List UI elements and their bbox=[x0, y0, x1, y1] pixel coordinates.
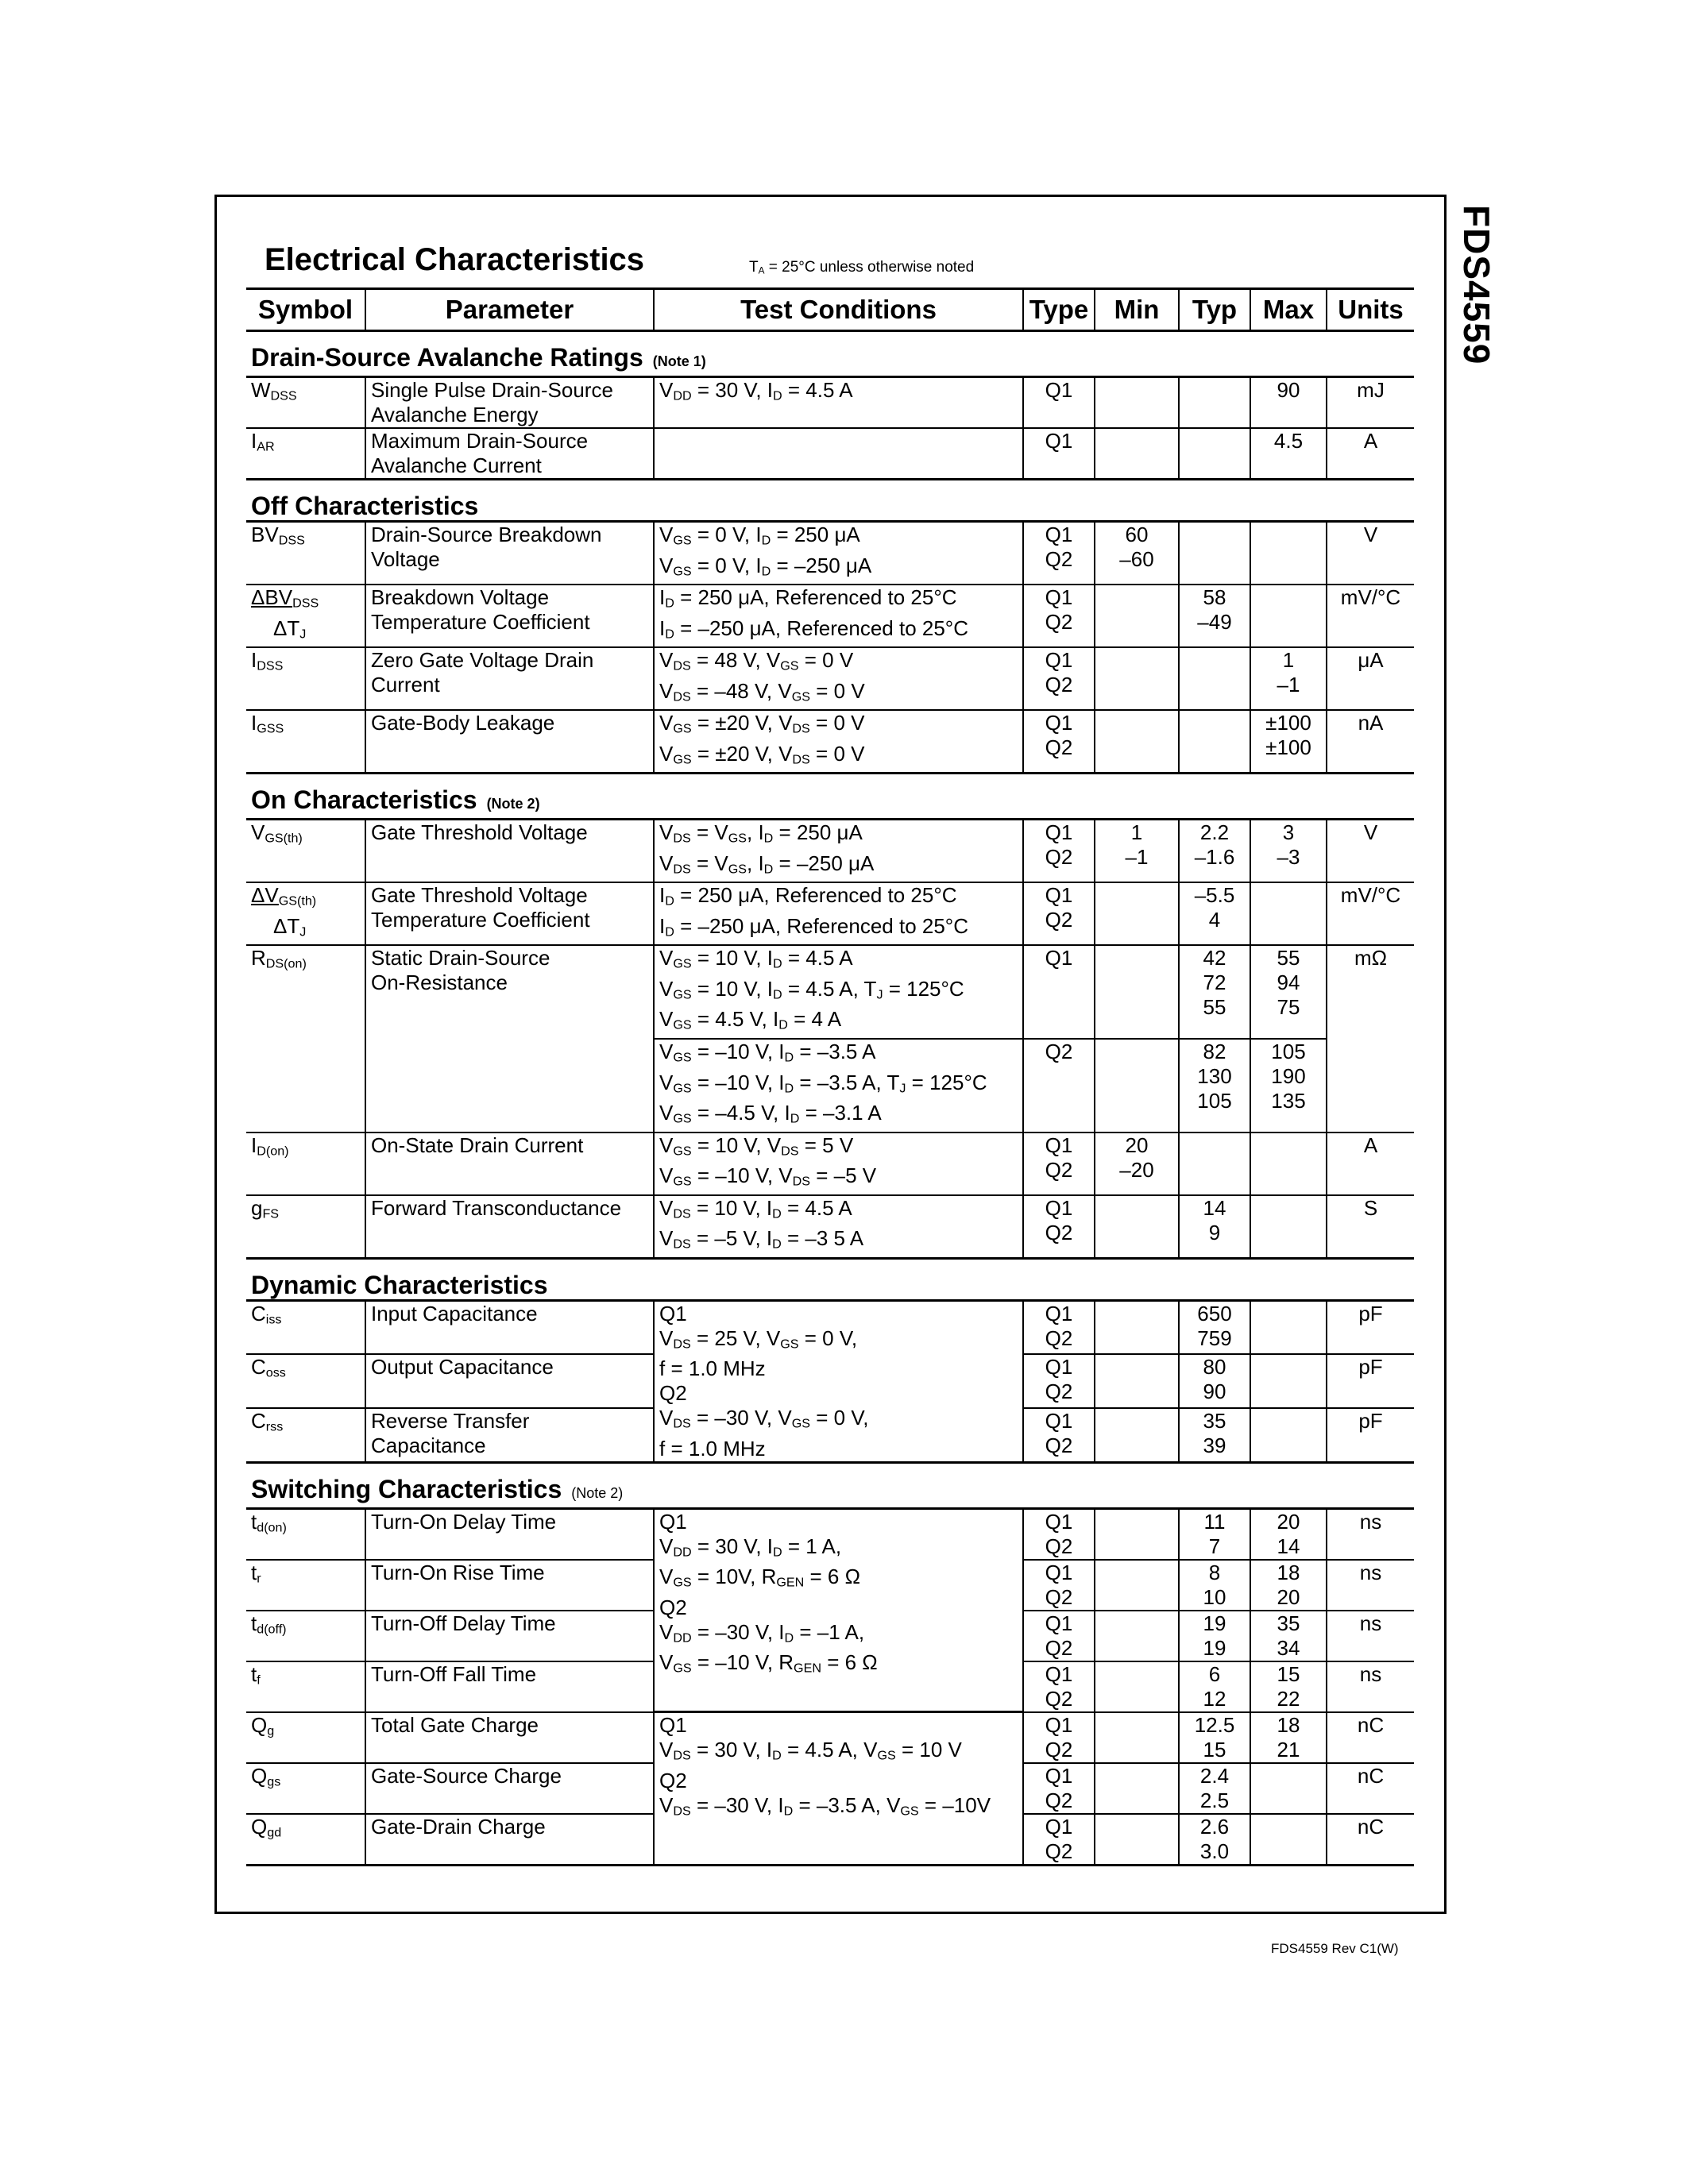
cell-parameter: Gate-Body Leakage bbox=[365, 710, 654, 774]
cell-max bbox=[1250, 1763, 1327, 1814]
footer-revision: FDS4559 Rev C1(W) bbox=[1271, 1941, 1399, 1956]
cell-parameter: Maximum Drain-Source Avalanche Current bbox=[365, 428, 654, 480]
table-row bbox=[246, 820, 1414, 883]
cell-min: 1 –1 bbox=[1095, 820, 1179, 883]
table-row bbox=[246, 647, 1414, 710]
cell-parameter: Turn-Off Delay Time bbox=[365, 1611, 654, 1661]
cell-test-conditions: $V_{DS} = 10$ V, $I_D = 4.5$ A $V_{DS} = -5$ V, $I_D = -3$ 5 A bbox=[654, 1195, 1023, 1259]
cell-typ: –5.5 4 bbox=[1179, 882, 1250, 945]
table-row bbox=[246, 377, 1414, 429]
cell-typ bbox=[1179, 710, 1250, 774]
cell-max bbox=[1250, 1814, 1327, 1866]
cell-units: pF bbox=[1327, 1354, 1414, 1408]
cell-max bbox=[1250, 585, 1327, 647]
cell-parameter: On-State Drain Current bbox=[365, 1133, 654, 1195]
cell-test-conditions: $V_{DS} = 48$ V, $V_{GS} = 0$ V $V_{DS} = -48$ V, $V_{GS} = 0$ V bbox=[654, 647, 1023, 710]
cell-symbol: $t_r$ bbox=[246, 1560, 365, 1611]
cell-max: 3 –3 bbox=[1250, 820, 1327, 883]
page-subtitle: $T_A = 25^\circ C$ unless otherwise noted bbox=[749, 259, 975, 276]
cell-symbol: $t_{d(on)}$ bbox=[251, 1509, 287, 1535]
cell-units: A bbox=[1327, 1133, 1414, 1195]
table-row bbox=[246, 945, 1414, 1039]
table-header-row bbox=[246, 289, 1414, 331]
cell-test-conditions: $V_{DD} = 30$ V, $I_D = 4.5$ A bbox=[654, 377, 1023, 429]
cell-symbol: $\Delta BV_{DSS}$ $\Delta T_J$ bbox=[246, 585, 365, 647]
cell-type: Q1 Q2 bbox=[1023, 1763, 1095, 1814]
cell-type: Q1 Q2 bbox=[1023, 1408, 1095, 1462]
cell-units: A bbox=[1327, 428, 1414, 480]
cell-test-conditions: Q1 $V_{DD} = 30$ V, $I_D = 1$ A, $V_{GS} = 10V$, $R_{GEN} = 6$ Ω Q2 $V_{DD} = -30$ V, $I_D = -1$ A, $V_{GS} = -10$ V, $R_{GEN} = 6$ Ω bbox=[654, 1508, 1023, 1712]
cell-max bbox=[1250, 522, 1327, 585]
cell-symbol: $BV_{DSS}$ bbox=[251, 523, 305, 548]
cell-typ: 58 –49 bbox=[1179, 585, 1250, 647]
cell-min bbox=[1095, 1408, 1179, 1462]
section-heading-row bbox=[246, 1462, 1414, 1507]
cell-typ: 650 759 bbox=[1179, 1300, 1250, 1354]
cell-parameter: Gate-Source Charge bbox=[365, 1763, 654, 1814]
cell-min bbox=[1095, 945, 1179, 1039]
cell-test-conditions: $V_{GS} = \pm 20$ V, $V_{DS} = 0$ V $V_{GS} = \pm 20$ V, $V_{DS} = 0$ V bbox=[654, 710, 1023, 774]
cell-parameter: Gate-Drain Charge bbox=[365, 1814, 654, 1866]
cell-max: 1 –1 bbox=[1250, 647, 1327, 710]
characteristics-table bbox=[246, 287, 1414, 1866]
cell-type: Q1 Q2 bbox=[1023, 1354, 1095, 1408]
cell-symbol: $t_f$ bbox=[246, 1661, 365, 1712]
cell-min bbox=[1095, 377, 1179, 429]
cell-typ bbox=[1179, 647, 1250, 710]
cell-max: 90 bbox=[1250, 377, 1327, 429]
cell-units: ns bbox=[1327, 1508, 1414, 1560]
cell-min bbox=[1095, 1354, 1179, 1408]
table-row bbox=[246, 428, 1414, 480]
section-heading bbox=[246, 774, 1414, 819]
cell-test-conditions: $V_{GS} = 10$ V, $I_D = 4.5$ A $V_{GS} = 10$ V, $I_D = 4.5$ A, $T_J = 125^\circ C$ $V_{GS} = 4.5$ V, $I_D = 4$ A bbox=[654, 945, 1023, 1039]
cell-type: Q1 Q2 bbox=[1023, 710, 1095, 774]
cell-test-conditions: Q1 $V_{DS} = 25$ V, $V_{GS} = 0$ V, f = 1.0 MHz Q2 $V_{DS} = -30$ V, $V_{GS} = 0$ V, f = 1.0 MHz bbox=[654, 1300, 1023, 1462]
cell-units: V bbox=[1327, 820, 1414, 883]
cell-min bbox=[1095, 1560, 1179, 1611]
cell-max bbox=[1250, 1300, 1327, 1354]
cell-symbol: $R_{DS(on)}$ bbox=[246, 945, 365, 1132]
cell-type: Q1 Q2 bbox=[1023, 1712, 1095, 1763]
section-note: (Note 2) bbox=[486, 796, 540, 812]
cell-min bbox=[1095, 1712, 1179, 1763]
cell-units: pF bbox=[1327, 1408, 1414, 1462]
page-title: Electrical Characteristics bbox=[265, 242, 645, 277]
cell-symbol: $C_{iss}$ bbox=[251, 1301, 282, 1327]
section-note: (Note 1) bbox=[652, 353, 706, 369]
cell-test-conditions: $V_{GS} = 0$ V, $I_D = 250$ μA $V_{GS} = 0$ V, $I_D = -250$ μA bbox=[654, 522, 1023, 585]
column-header-max: Max bbox=[1250, 289, 1327, 331]
cell-min bbox=[1095, 1814, 1179, 1866]
cell-typ: 2.4 2.5 bbox=[1179, 1763, 1250, 1814]
section-title: Off Characteristics bbox=[251, 492, 479, 520]
table-row bbox=[246, 522, 1414, 585]
cell-symbol: $Q_{gd}$ bbox=[246, 1814, 365, 1866]
cell-parameter: Gate Threshold Voltage Temperature Coefficient bbox=[365, 882, 654, 945]
cell-test-conditions: $V_{GS} = 10$ V, $V_{DS} = 5$ V $V_{GS} = -10$ V, $V_{DS} = -5$ V bbox=[654, 1133, 1023, 1195]
cell-type: Q1 bbox=[1023, 428, 1095, 480]
cell-parameter: Total Gate Charge bbox=[365, 1712, 654, 1763]
cell-min bbox=[1095, 1508, 1179, 1560]
cell-typ: 19 19 bbox=[1179, 1611, 1250, 1661]
cell-typ: 35 39 bbox=[1179, 1408, 1250, 1462]
cell-units: nC bbox=[1327, 1763, 1414, 1814]
cell-test-conditions: $I_D = 250$ μA, Referenced to 25°C $I_D = -250$ μA, Referenced to 25°C bbox=[654, 882, 1023, 945]
cell-max: ±100 ±100 bbox=[1250, 710, 1327, 774]
cell-units: mV/°C bbox=[1327, 882, 1414, 945]
cell-units: mJ bbox=[1327, 377, 1414, 429]
cell-type: Q1 Q2 bbox=[1023, 647, 1095, 710]
cell-max: 105 190 135 bbox=[1250, 1039, 1327, 1133]
cell-units: mV/°C bbox=[1327, 585, 1414, 647]
cell-max bbox=[1250, 1408, 1327, 1462]
section-heading bbox=[246, 1258, 1414, 1299]
cell-max: 18 21 bbox=[1250, 1712, 1327, 1763]
cell-min bbox=[1095, 1661, 1179, 1712]
cell-symbol: $I_{GSS}$ bbox=[246, 710, 365, 774]
section-title: Dynamic Characteristics bbox=[251, 1270, 548, 1299]
cell-parameter: Zero Gate Voltage Drain Current bbox=[365, 647, 654, 710]
cell-typ bbox=[1179, 522, 1250, 585]
cell-type: Q1 Q2 bbox=[1023, 820, 1095, 883]
cell-units: S bbox=[1327, 1195, 1414, 1259]
table-row bbox=[246, 882, 1414, 945]
section-heading bbox=[246, 480, 1414, 521]
cell-typ: 80 90 bbox=[1179, 1354, 1250, 1408]
cell-parameter: Single Pulse Drain-Source Avalanche Energy bbox=[365, 377, 654, 429]
column-header-min: Min bbox=[1095, 289, 1179, 331]
cell-type: Q1 Q2 bbox=[1023, 882, 1095, 945]
cell-units: V bbox=[1327, 522, 1414, 585]
cell-typ bbox=[1179, 428, 1250, 480]
cell-min bbox=[1095, 647, 1179, 710]
cell-type: Q1 Q2 bbox=[1023, 1300, 1095, 1354]
cell-typ: 82 130 105 bbox=[1179, 1039, 1250, 1133]
section-heading-row bbox=[246, 480, 1414, 521]
column-header-parameter: Parameter bbox=[365, 289, 654, 331]
cell-type: Q1 Q2 bbox=[1023, 1661, 1095, 1712]
cell-test-conditions: $I_D = 250$ μA, Referenced to 25°C $I_D = -250$ μA, Referenced to 25°C bbox=[654, 585, 1023, 647]
cell-type: Q1 Q2 bbox=[1023, 522, 1095, 585]
cell-parameter: Input Capacitance bbox=[365, 1300, 654, 1354]
cell-min bbox=[1095, 1611, 1179, 1661]
section-heading bbox=[246, 1462, 1414, 1507]
cell-typ: 6 12 bbox=[1179, 1661, 1250, 1712]
section-title: On Characteristics bbox=[251, 785, 477, 815]
table-row bbox=[246, 1195, 1414, 1259]
cell-units: nC bbox=[1327, 1712, 1414, 1763]
cell-units: ns bbox=[1327, 1560, 1414, 1611]
table-row bbox=[246, 585, 1414, 647]
section-heading-row bbox=[246, 774, 1414, 819]
cell-symbol: $t_{d(off)}$ bbox=[246, 1611, 365, 1661]
table-row bbox=[246, 1508, 1414, 1560]
cell-units: nA bbox=[1327, 710, 1414, 774]
table-row bbox=[246, 1300, 1414, 1354]
column-header-test-conditions: Test Conditions bbox=[654, 289, 1023, 331]
section-title: Switching Characteristics bbox=[251, 1474, 562, 1503]
cell-min bbox=[1095, 710, 1179, 774]
cell-min bbox=[1095, 1300, 1179, 1354]
cell-parameter: Forward Transconductance bbox=[365, 1195, 654, 1259]
cell-units: ns bbox=[1327, 1611, 1414, 1661]
cell-max bbox=[1250, 882, 1327, 945]
cell-symbol: $I_{AR}$ bbox=[246, 428, 365, 480]
section-note: (Note 2) bbox=[571, 1484, 624, 1501]
cell-type: Q1 bbox=[1023, 945, 1095, 1039]
cell-min: 20 –20 bbox=[1095, 1133, 1179, 1195]
cell-type: Q1 bbox=[1023, 377, 1095, 429]
table-row bbox=[246, 710, 1414, 774]
cell-max: 20 14 bbox=[1250, 1508, 1327, 1560]
cell-typ: 12.5 15 bbox=[1179, 1712, 1250, 1763]
cell-parameter: Breakdown Voltage Temperature Coefficient bbox=[365, 585, 654, 647]
cell-max bbox=[1250, 1195, 1327, 1259]
cell-min bbox=[1095, 585, 1179, 647]
cell-units: ns bbox=[1327, 1661, 1414, 1712]
cell-min bbox=[1095, 1039, 1179, 1133]
table-row bbox=[246, 1133, 1414, 1195]
cell-symbol: $I_{DSS}$ bbox=[246, 647, 365, 710]
cell-typ: 14 9 bbox=[1179, 1195, 1250, 1259]
cell-symbol: $Q_{gs}$ bbox=[246, 1763, 365, 1814]
cell-max bbox=[1250, 1133, 1327, 1195]
column-header-units: Units bbox=[1327, 289, 1414, 331]
cell-type: Q1 Q2 bbox=[1023, 1560, 1095, 1611]
cell-min bbox=[1095, 428, 1179, 480]
cell-type: Q1 Q2 bbox=[1023, 1814, 1095, 1866]
cell-parameter: Drain-Source Breakdown Voltage bbox=[365, 522, 654, 585]
section-heading-row bbox=[246, 331, 1414, 376]
part-number-side-title: FDS4559 bbox=[1456, 205, 1497, 365]
cell-type: Q1 Q2 bbox=[1023, 1611, 1095, 1661]
cell-symbol: $Q_g$ bbox=[246, 1712, 365, 1763]
cell-typ: 11 7 bbox=[1179, 1508, 1250, 1560]
cell-units: mΩ bbox=[1327, 945, 1414, 1132]
cell-parameter: Turn-Off Fall Time bbox=[365, 1661, 654, 1712]
cell-max: 35 34 bbox=[1250, 1611, 1327, 1661]
cell-type: Q1 Q2 bbox=[1023, 1133, 1095, 1195]
cell-test-conditions: Q1 $V_{DS} = 30$ V, $I_D = 4.5$ A, $V_{GS} = 10$ V Q2 $V_{DS} = -30$ V, $I_D = -3.5$ A, $V_{GS} = -10V$ bbox=[654, 1712, 1023, 1866]
cell-symbol: $C_{rss}$ bbox=[246, 1408, 365, 1462]
cell-max: 55 94 75 bbox=[1250, 945, 1327, 1039]
cell-parameter: Turn-On Rise Time bbox=[365, 1560, 654, 1611]
cell-max bbox=[1250, 1354, 1327, 1408]
cell-type: Q1 Q2 bbox=[1023, 1195, 1095, 1259]
cell-units: μA bbox=[1327, 647, 1414, 710]
cell-parameter: Gate Threshold Voltage bbox=[365, 820, 654, 883]
cell-test-conditions: $V_{DS} = V_{GS}$, $I_D = 250$ μA $V_{DS} = V_{GS}$, $I_D = -250$ μA bbox=[654, 820, 1023, 883]
cell-symbol: $V_{GS(th)}$ bbox=[251, 820, 303, 846]
section-heading-row bbox=[246, 1258, 1414, 1299]
cell-type: Q2 bbox=[1023, 1039, 1095, 1133]
cell-min bbox=[1095, 1763, 1179, 1814]
cell-typ bbox=[1179, 377, 1250, 429]
cell-symbol: $C_{oss}$ bbox=[246, 1354, 365, 1408]
cell-units: nC bbox=[1327, 1814, 1414, 1866]
cell-max: 18 20 bbox=[1250, 1560, 1327, 1611]
cell-typ bbox=[1179, 1133, 1250, 1195]
cell-test-conditions bbox=[654, 428, 1023, 480]
cell-symbol: $\Delta V_{GS(th)}$ $\Delta T_J$ bbox=[246, 882, 365, 945]
cell-max: 15 22 bbox=[1250, 1661, 1327, 1712]
cell-typ: 8 10 bbox=[1179, 1560, 1250, 1611]
cell-parameter: Reverse Transfer Capacitance bbox=[365, 1408, 654, 1462]
cell-type: Q1 Q2 bbox=[1023, 1508, 1095, 1560]
cell-symbol: $g_{FS}$ bbox=[246, 1195, 365, 1259]
cell-symbol: $W_{DSS}$ bbox=[251, 378, 297, 403]
section-heading bbox=[246, 331, 1414, 376]
cell-units: pF bbox=[1327, 1300, 1414, 1354]
cell-parameter: Output Capacitance bbox=[365, 1354, 654, 1408]
cell-typ: 2.2 –1.6 bbox=[1179, 820, 1250, 883]
cell-typ: 42 72 55 bbox=[1179, 945, 1250, 1039]
cell-parameter: Turn-On Delay Time bbox=[365, 1508, 654, 1560]
column-header-typ: Typ bbox=[1179, 289, 1250, 331]
cell-max: 4.5 bbox=[1250, 428, 1327, 480]
cell-test-conditions: $V_{GS} = -10$ V, $I_D = -3.5$ A $V_{GS} = -10$ V, $I_D = -3.5$ A, $T_J = 125^\circ C$ $V_{GS} = -4.5$ V, $I_D = -3.1$ A bbox=[654, 1039, 1023, 1133]
cell-type: Q1 Q2 bbox=[1023, 585, 1095, 647]
cell-min bbox=[1095, 882, 1179, 945]
cell-symbol: $I_{D(on)}$ bbox=[246, 1133, 365, 1195]
cell-min bbox=[1095, 1195, 1179, 1259]
cell-parameter: Static Drain-Source On-Resistance bbox=[365, 945, 654, 1132]
cell-typ: 2.6 3.0 bbox=[1179, 1814, 1250, 1866]
cell-min: 60 –60 bbox=[1095, 522, 1179, 585]
table-row bbox=[246, 1712, 1414, 1763]
section-title: Drain-Source Avalanche Ratings bbox=[251, 343, 643, 372]
column-header-symbol: Symbol bbox=[246, 289, 365, 331]
column-header-type: Type bbox=[1023, 289, 1095, 331]
